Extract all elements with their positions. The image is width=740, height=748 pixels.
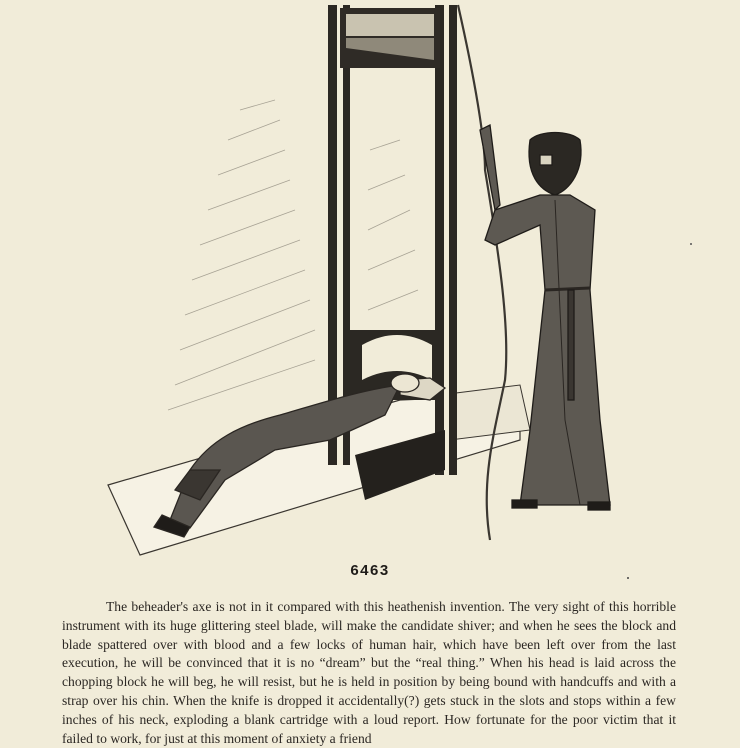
print-speck — [690, 243, 692, 245]
executioner-figure — [480, 125, 610, 510]
plate-number: 6463 — [350, 562, 390, 579]
description-paragraph: The beheader's axe is not in it compared with this heathenish invention. The very sight of this horrible instrument with its huge glittering steel blade, will make the candidate shiver; and when he sees the block and blade spattered over with blood and a few locks of human hair, which have been left over from the last execution, he will be convinced that it is no “dream” but the “real thing.” When his head is laid across the chopping block he will beg, he will resist, but he is held in position by being bound with handcuffs and with a strap over his chin. When the knife is dropped it accidentally(?) gets stuck in the slots and stops within a few inches of his neck, exploding a blank cartridge with a loud report. How fortunate for the poor victim that it failed to work, for just at this moment of anxiety a friend — [62, 599, 676, 746]
rope — [458, 5, 506, 540]
guillotine-illustration — [100, 0, 660, 560]
print-speck — [627, 577, 629, 579]
